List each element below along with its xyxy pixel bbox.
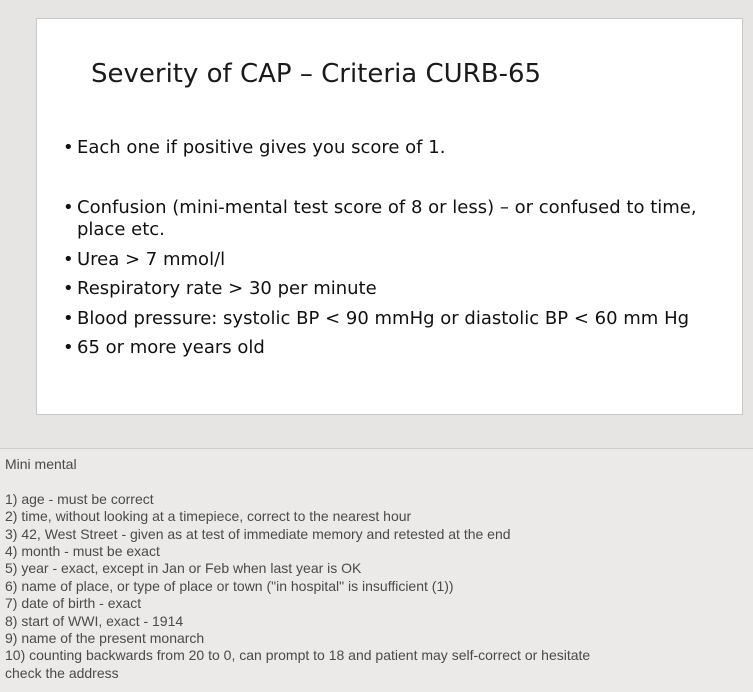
notes-heading: Mini mental	[5, 456, 77, 472]
notes-line: check the address	[5, 664, 119, 681]
bullet-dot: •	[63, 197, 74, 218]
bullet-text: Respiratory rate > 30 per minute	[77, 278, 377, 299]
slide-bullet-list[interactable]	[63, 137, 703, 359]
bullet-item	[63, 308, 703, 330]
bullet-dot: •	[63, 337, 74, 358]
notes-line: 4) month - must be exact	[5, 543, 160, 560]
bullet-text: Blood pressure: systolic BP < 90 mmHg or diastolic BP < 60 mm Hg	[77, 308, 690, 329]
speaker-notes-text[interactable]	[5, 456, 745, 682]
bullet-dot: •	[63, 308, 74, 329]
bullet-text: Urea > 7 mmol/l	[77, 249, 226, 270]
slide-canvas[interactable]	[36, 18, 743, 415]
bullet-item	[63, 197, 703, 241]
bullet-text: Confusion (mini-mental test score of 8 or less) – or confused to time, place etc.	[77, 197, 697, 240]
bullet-dot: •	[63, 249, 74, 270]
bullet-dot: •	[63, 278, 74, 299]
notes-line: 5) year - exact, except in Jan or Feb when last year is OK	[5, 560, 362, 577]
bullet-text: Each one if positive gives you score of 1.	[77, 137, 446, 158]
notes-line: 1) age - must be correct	[5, 490, 154, 507]
bullet-dot: •	[63, 137, 74, 158]
bullet-item	[63, 249, 703, 271]
notes-line: 10) counting backwards from 20 to 0, can prompt to 18 and patient may self-correct or hesitate	[5, 647, 591, 664]
notes-line: 9) name of the present monarch	[5, 630, 205, 647]
notes-line: 8) start of WWI, exact - 1914	[5, 612, 184, 629]
speaker-notes-pane[interactable]	[0, 449, 753, 692]
notes-line: 7) date of birth - exact	[5, 595, 142, 612]
slide-title[interactable]: Severity of CAP – Criteria CURB-65	[91, 59, 542, 89]
bullet-text: 65 or more years old	[77, 337, 265, 358]
notes-line: 2) time, without looking at a timepiece, correct to the nearest hour	[5, 508, 412, 525]
notes-line: 6) name of place, or type of place or town ("in hospital" is insufficient (1))	[5, 577, 454, 594]
bullet-item	[63, 337, 703, 359]
bullet-item	[63, 278, 703, 300]
notes-line: 3) 42, West Street - given as at test of immediate memory and retested at the end	[5, 525, 511, 542]
bullet-item	[63, 137, 703, 159]
